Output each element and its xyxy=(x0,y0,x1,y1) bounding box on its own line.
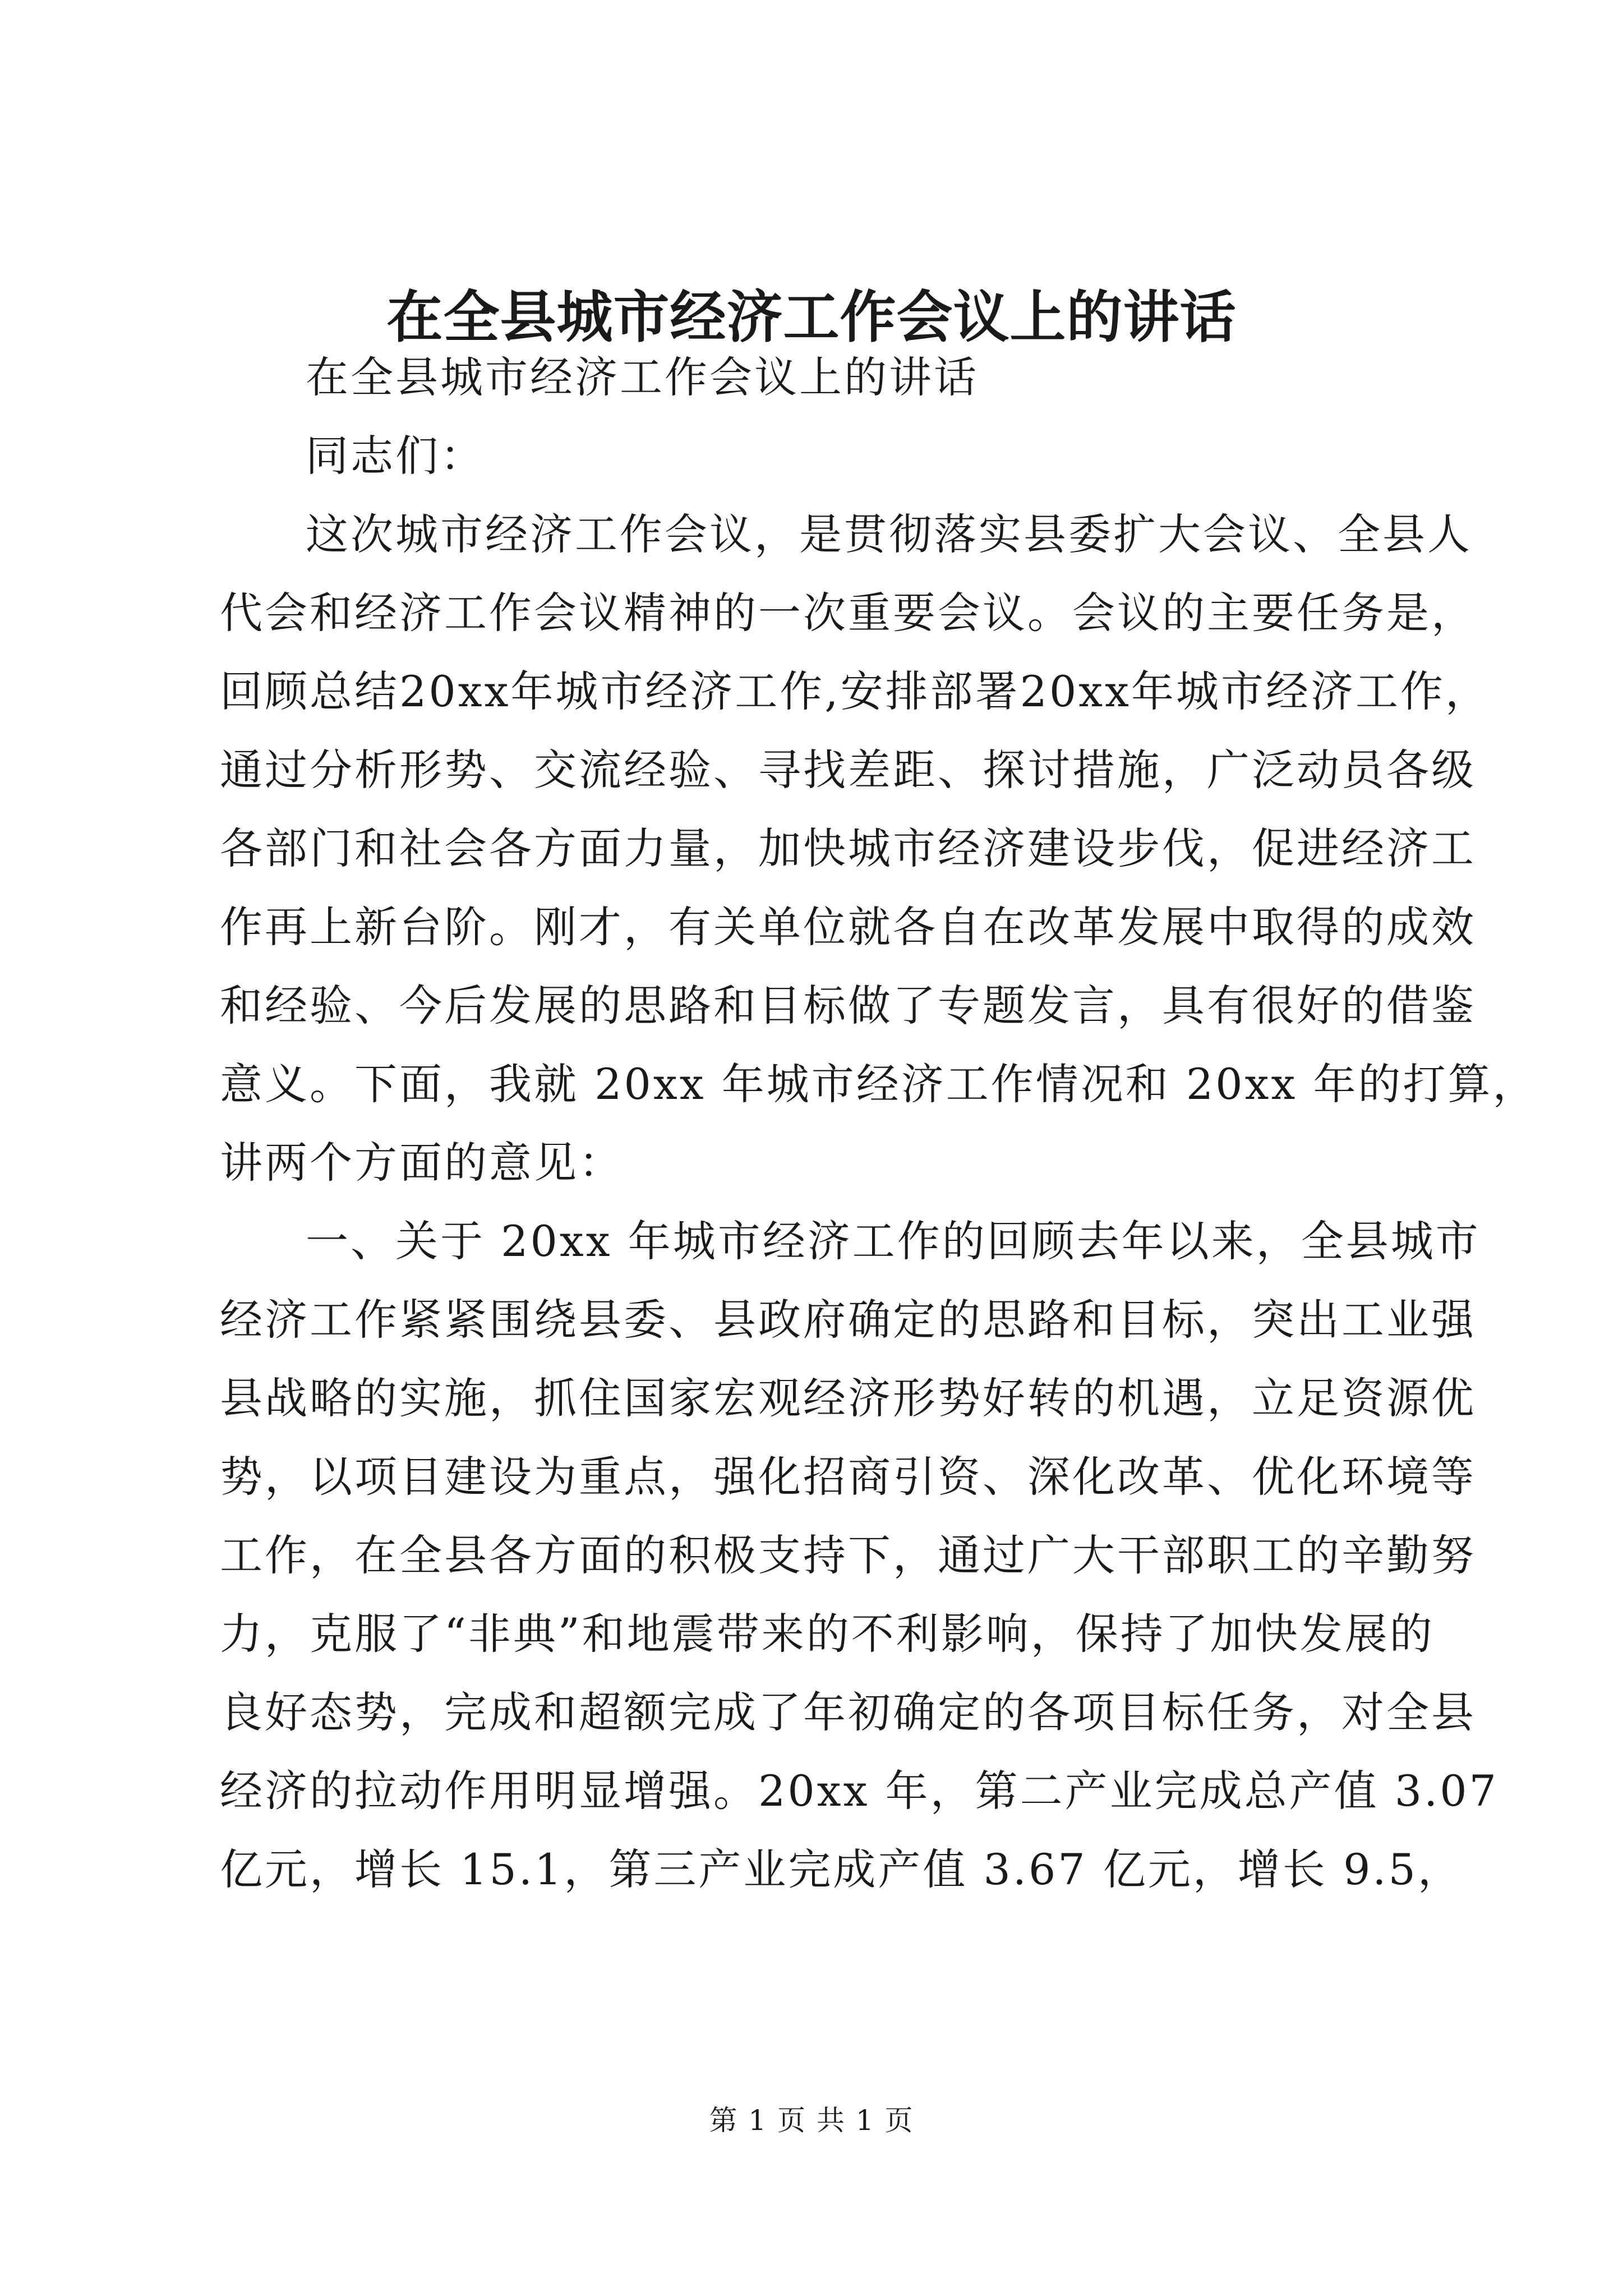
document-title: 在全县城市经济工作会议上的讲话 xyxy=(386,284,1237,350)
paragraph2-line: 县战略的实施，抓住国家宏观经济形势好转的机遇，立足资源优 xyxy=(220,1373,1476,1423)
paragraph2-line: 势，以项目建设为重点，强化招商引资、深化改革、优化环境等 xyxy=(220,1452,1476,1502)
paragraph2-line: 工作，在全县各方面的积极支持下，通过广大干部职工的辛勤努 xyxy=(220,1530,1476,1580)
paragraph1-line: 和经验、今后发展的思路和目标做了专题发言，具有很好的借鉴 xyxy=(220,981,1476,1030)
paragraph2-line: 亿元，增长 15.1，第三产业完成产值 3.67 亿元，增长 9.5， xyxy=(220,1844,1463,1894)
paragraph1-line: 回顾总结20xx年城市经济工作,安排部署20xx年城市经济工作， xyxy=(220,666,1491,716)
page-footer: 第 1 页 共 1 页 xyxy=(709,2104,914,2137)
paragraph2-line: 经济工作紧紧围绕县委、县政府确定的思路和目标，突出工业强 xyxy=(220,1295,1476,1345)
paragraph1-line: 各部门和社会各方面力量，加快城市经济建设步伐，促进经济工 xyxy=(220,823,1476,873)
paragraph2-line: 良好态势，完成和超额完成了年初确定的各项目标任务，对全县 xyxy=(220,1687,1476,1737)
salutation-line: 同志们： xyxy=(306,431,485,481)
paragraph1-line: 意义。下面，我就 20xx 年城市经济工作情况和 20xx 年的打算， xyxy=(220,1059,1538,1109)
paragraph1-line: 通过分析形势、交流经验、寻找差距、探讨措施，广泛动员各级 xyxy=(220,745,1476,795)
paragraph1-line: 讲两个方面的意见： xyxy=(220,1138,624,1188)
paragraph2-line: 经济的拉动作用明显增强。20xx 年，第二产业完成总产值 3.07 xyxy=(220,1766,1498,1816)
paragraph1-line: 这次城市经济工作会议，是贯彻落实县委扩大会议、全县人 xyxy=(306,509,1472,559)
paragraph1-line: 作再上新台阶。刚才，有关单位就各自在改革发展中取得的成效 xyxy=(220,902,1476,952)
paragraph2-line: 力，克服了“非典”和地震带来的不利影响，保持了加快发展的 xyxy=(220,1609,1435,1659)
paragraph1-line: 代会和经济工作会议精神的一次重要会议。会议的主要任务是， xyxy=(220,588,1476,638)
subtitle-line: 在全县城市经济工作会议上的讲话 xyxy=(306,352,979,402)
paragraph2-line: 一、关于 20xx 年城市经济工作的回顾去年以来，全县城市 xyxy=(306,1216,1481,1266)
